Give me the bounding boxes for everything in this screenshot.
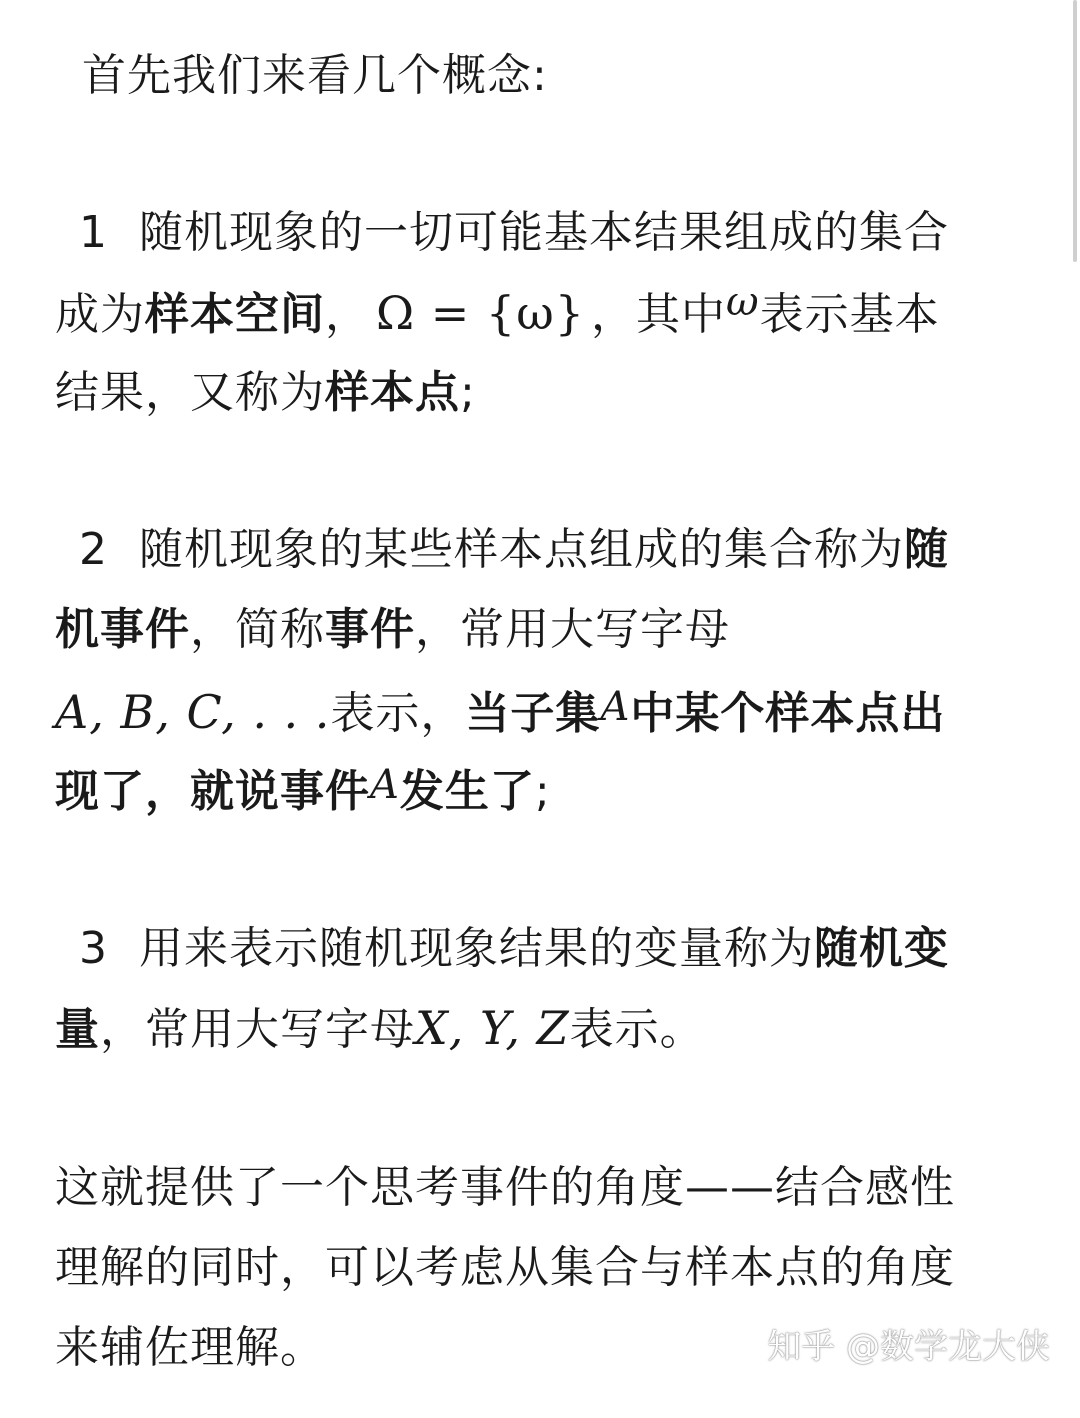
text: 随机现象的一切可能基本结果组成的集合 — [139, 207, 949, 258]
emphasis: 发生了 — [399, 766, 535, 817]
text: ; — [460, 367, 476, 418]
text: ，常用大写字母 — [415, 604, 730, 655]
math-A: A — [370, 762, 400, 808]
text: 随机现象的某些样本点组成的集合称为 — [139, 524, 904, 575]
math-event-letters: A, B, C, . . . — [55, 685, 331, 739]
item-2-line-3 — [55, 684, 945, 743]
text: 结果，又称为 — [55, 367, 325, 418]
math-A: A — [600, 684, 631, 730]
closing-line-2: 理解的同时，可以考虑从集合与样本点的角度 — [55, 1242, 955, 1293]
text: ; — [534, 766, 551, 817]
term-random-variable-part: 随机变 — [814, 923, 949, 974]
text: 表示， — [330, 688, 466, 739]
text: 表示。 — [569, 1004, 705, 1055]
term-sample-point: 样本点 — [325, 367, 460, 418]
text: 表示基本 — [759, 289, 940, 340]
item-2-line-4 — [55, 764, 551, 821]
item-2-line-2 — [55, 602, 730, 658]
watermark — [767, 1319, 1050, 1368]
item-1-line-1 — [55, 205, 949, 261]
item-number: 3 — [79, 923, 108, 974]
math-omega: ω — [725, 279, 760, 325]
math-variable-letters: X, Y, Z — [415, 1001, 570, 1055]
item-number: 2 — [79, 524, 108, 575]
closing-line-1: 这就提供了一个思考事件的角度——结合感性 — [55, 1162, 955, 1213]
text: ，其中 — [590, 289, 726, 340]
watermark-text: 知乎 @数学龙大侠 — [767, 1327, 1050, 1367]
text: 成为 — [55, 289, 145, 340]
item-1-line-3 — [55, 365, 476, 421]
term-random-event: 机事件 — [55, 604, 190, 655]
term-random-event-part: 随 — [904, 524, 949, 575]
term-random-variable: 量 — [55, 1004, 100, 1055]
intro-text: 首先我们来看几个概念: — [82, 50, 548, 101]
item-2-line-1 — [55, 522, 949, 578]
item-3-line-1 — [55, 921, 949, 977]
item-1-line-2 — [55, 279, 940, 344]
text: ，简称 — [190, 604, 325, 655]
item-3-line-2 — [55, 1000, 705, 1058]
item-number: 1 — [79, 207, 108, 258]
term-sample-space: 样本空间 — [145, 289, 325, 340]
emphasis: 现了，就说事件 — [55, 766, 370, 817]
text: ， — [325, 289, 370, 340]
emphasis: 当子集 — [465, 688, 601, 739]
math-sample-space: Ω = {ω} — [376, 286, 585, 340]
closing-line-3: 来辅佐理解。 — [55, 1322, 325, 1373]
text: ，常用大写字母 — [100, 1004, 415, 1055]
text: 用来表示随机现象结果的变量称为 — [139, 923, 814, 974]
emphasis: 中某个样本点出 — [630, 688, 946, 739]
term-event: 事件 — [325, 604, 415, 655]
scrollbar[interactable] — [1073, 0, 1077, 262]
